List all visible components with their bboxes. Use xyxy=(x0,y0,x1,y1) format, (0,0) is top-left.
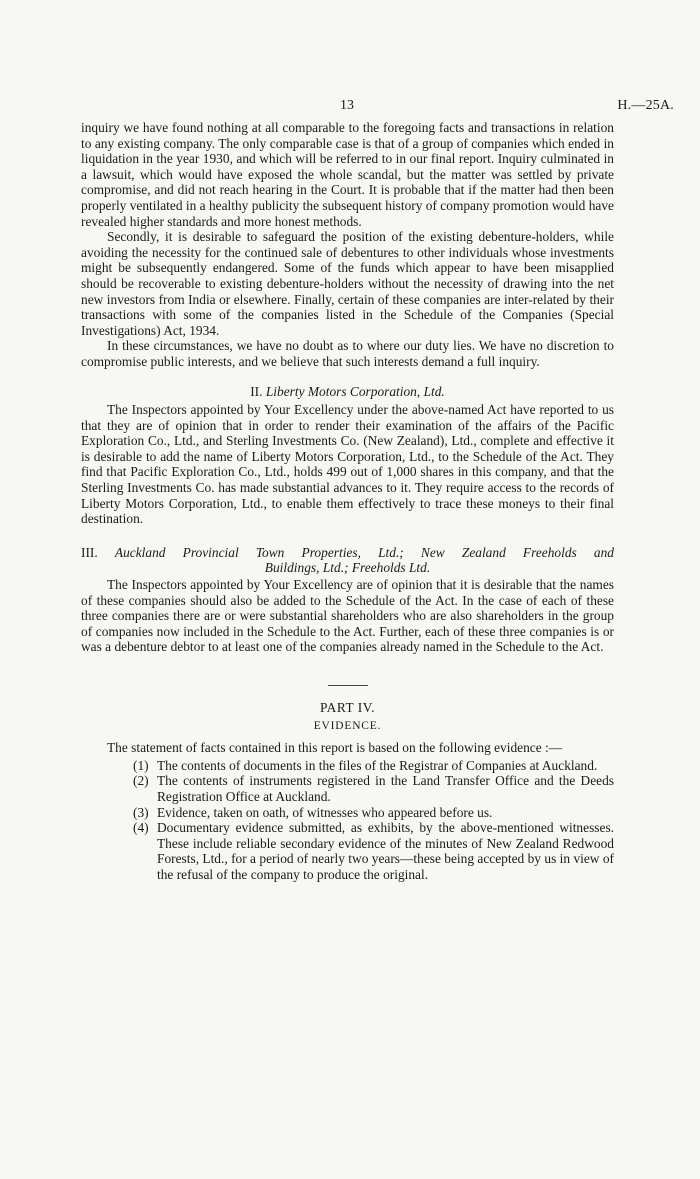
list-item xyxy=(133,805,614,821)
section-2-numeral: II. xyxy=(250,383,263,399)
section-3-text: The Inspectors appointed by Your Excellency are of opinion that it is desirable that the names of these companies should also be added to the Schedule of the Act. In the case of each of these three companies there are or were substantial shareholders who are also shareholders in the group of companies now included in the Schedule to the Act. Further, each of these three companies is or was a debenture debtor to at least one of the companies already named in the Schedule to the Act. xyxy=(81,577,614,655)
list-item-number: (3) xyxy=(133,804,149,820)
section-3-title-line1: Auckland Provincial Town Properties, Ltd.; New Zealand Freeholds and xyxy=(114,544,614,560)
list-item-text: Documentary evidence submitted, as exhibits, by the above-mentioned witnesses. These include reliable secondary evidence of the minutes of New Zealand Redwood Forests, Ltd., for a period of nearly two years—these being accepted by us in view of the refusal of the company to produce the original. xyxy=(157,820,614,882)
section-2-text: The Inspectors appointed by Your Excellency under the above-named Act have reported to us that they are of opinion that in order to render their examination of the affairs of the Pacific Exploration Co., Ltd., and Sterling Investments Co. (New Zealand), Ltd., complete and effective it is desirable to add the name of Liberty Motors Corporation, Ltd., to the Schedule of the Act. They find that Pacific Exploration Co., Ltd., holds 499 out of 1,000 shares in this company, and that the Sterling Investments Co. has made substantial advances to it. They require access to the records of Liberty Motors Corporation, Ltd., to enable them effectively to trace these moneys to their final destination. xyxy=(81,402,614,527)
paragraph-circumstances: In these circumstances, we have no doubt as to where our duty lies. We have no discretion to compromise public interests, and we believe that such interests demand a full inquiry. xyxy=(81,338,614,369)
section-3-numeral: III. xyxy=(81,544,98,560)
list-item xyxy=(133,758,614,774)
evidence-list xyxy=(133,758,614,883)
paragraph-continuation: inquiry we have found nothing at all comparable to the foregoing facts and transactions in relation to any existing company. The only comparable case is that of a group of companies which ended in liquidation in the year 1930, and which will be referred to in our final report. Inquiry culminated in a lawsuit, which would have exposed the whole scandal, but the matter was settled by private compromise, and did not reach hearing in the Court. It is probable that if the matter had then been properly ventilated in a healthy publicity the subsequent history of company promotion would have revealed higher standards and more honest methods. xyxy=(81,120,614,229)
page-header xyxy=(0,98,700,118)
document-body xyxy=(81,120,614,883)
page-number: 13 xyxy=(340,98,354,113)
list-item-number: (1) xyxy=(133,757,149,773)
evidence-intro: The statement of facts contained in this report is based on the following evidence :— xyxy=(107,740,563,756)
list-item-text: Evidence, taken on oath, of witnesses who appeared before us. xyxy=(157,804,493,820)
section-3-title-line2: Buildings, Ltd.; Freeholds Ltd. xyxy=(264,560,431,576)
list-item xyxy=(133,773,614,804)
list-item-number: (2) xyxy=(133,773,149,789)
section-3-heading xyxy=(81,545,614,561)
list-item-text: The contents of instruments registered in the Land Transfer Office and the Deeds Registration Office at Auckland. xyxy=(157,773,614,804)
part-heading: PART IV. xyxy=(319,700,376,715)
document-reference: H.—25A. xyxy=(617,98,674,113)
list-item-number: (4) xyxy=(133,820,149,836)
paragraph-secondly: Secondly, it is desirable to safeguard the position of the existing debenture-holders, while avoiding the necessity for the continued sale of debentures to other individuals whose investments might be subsequently endangered. Some of the funds which appear to have been misapplied should be recoverable to existing debenture-holders without the necessity of drawing into the net new investors from India or elsewhere. Finally, certain of these companies are inter-related by their transactions with some of the companies listed in the Schedule of the Companies (Special Investigations) Act, 1934. xyxy=(81,229,614,338)
list-item xyxy=(133,820,614,882)
section-divider xyxy=(328,685,368,686)
section-2-title: Liberty Motors Corporation, Ltd. xyxy=(265,383,445,399)
part-subheading: EVIDENCE. xyxy=(313,719,382,732)
list-item-text: The contents of documents in the files of the Registrar of Companies at Auckland. xyxy=(157,757,598,773)
section-2-heading xyxy=(81,384,614,400)
